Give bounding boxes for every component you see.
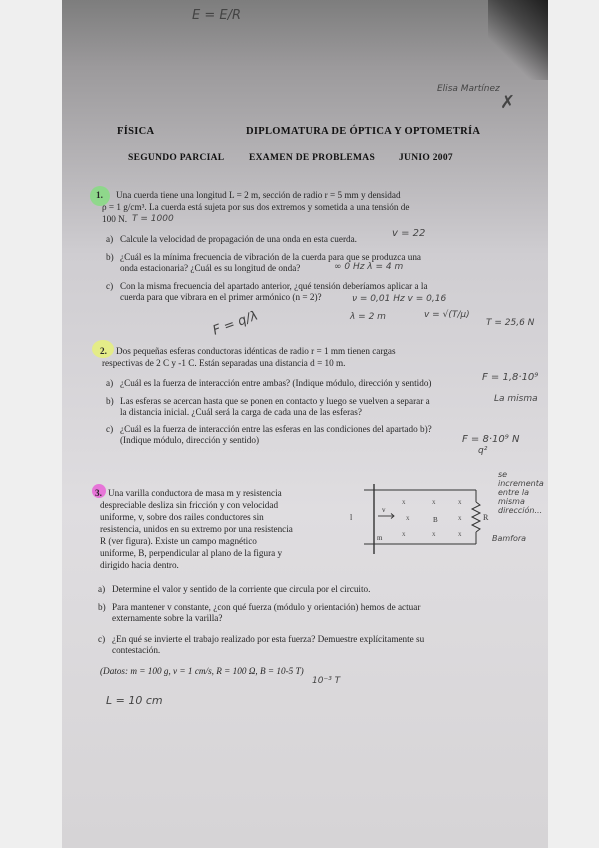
exam-label: SEGUNDO PARCIAL: [128, 153, 225, 163]
p2b-line-2: la distancia inicial. ¿Cuál será la carga de cada una de las esferas?: [120, 407, 362, 417]
field-cross: x: [402, 530, 406, 538]
p3b-line-2: externamente sobre la varilla?: [112, 613, 223, 623]
hand-q2a-answer: F = 1,8·10⁹: [482, 372, 539, 383]
p3-stem-line-6: uniforme, B, perpendicular al plano de la figura y: [100, 548, 283, 558]
p2b-label: b): [106, 396, 114, 406]
p1c-label: c): [106, 281, 114, 291]
p2-stem-line-2: respectivas de 2 C y -1 C. Están separadas una distancia d = 10 m.: [102, 358, 346, 368]
hand-q2c-denominator: q²: [478, 446, 488, 456]
p2c-line-1: ¿Cuál es la fuerza de interacción entre las esferas en las condiciones del apartado b)?: [120, 424, 432, 434]
field-cross: x: [406, 514, 410, 522]
resistor-zigzag: [472, 502, 480, 532]
field-cross: x: [432, 498, 436, 506]
p3-stem-line-5: R (ver figura). Existe un campo magnético: [100, 536, 257, 546]
p1a-line-1: Calcule la velocidad de propagación de una onda en esta cuerda.: [120, 234, 357, 244]
p1-stem-line-3: 100 N.: [102, 214, 128, 224]
p3c-line-1: ¿En qué se invierte el trabajo realizado por esta fuerza? Demuestre explícitamente su: [112, 634, 425, 644]
exam-sheet: [62, 0, 548, 848]
p3-stem-line-1: Una varilla conductora de masa m y resistencia: [108, 488, 282, 498]
p3-stem-line-3: uniforme, v, sobre dos railes conductores sin: [100, 512, 264, 522]
hand-q1c-lambda: λ = 2 m: [350, 312, 386, 322]
p3c-line-2: contestación.: [112, 645, 161, 655]
background-left: [0, 0, 62, 848]
p3a-line-1: Determine el valor y sentido de la corriente que circula por el circuito.: [112, 584, 371, 594]
p2c-label: c): [106, 424, 114, 434]
background-right: [548, 0, 599, 848]
field-cross: x: [432, 530, 436, 538]
p2a-line-1: ¿Cuál es la fuerza de interacción entre ambas? (Indique módulo, dirección y sentido): [120, 378, 432, 388]
hand-q1c-values: ν = 0,01 Hz v = 0,16: [352, 294, 447, 304]
hand-q1-tension: T = 1000: [132, 214, 174, 224]
p3c-label: c): [98, 634, 106, 644]
p3-number: 3.: [95, 488, 102, 498]
p1-stem-line-1: Una cuerda tiene una longitud L = 2 m, sección de radio r = 5 mm y densidad: [116, 190, 401, 200]
p2b-line-1: Las esferas se acercan hasta que se ponen en contacto y luego se vuelven a separar a: [120, 396, 430, 406]
hand-q3-B-note: 10⁻³ T: [312, 676, 341, 686]
exam-type-label: EXAMEN DE PROBLEMAS: [249, 153, 376, 163]
p1b-line-1: ¿Cuál es la mínima frecuencia de vibración de la cuerda para que se produzca una: [120, 252, 421, 262]
p1b-label: b): [106, 252, 114, 262]
p2-number: 2.: [100, 346, 107, 356]
p2-stem-line-1: Dos pequeñas esferas conductoras idénticas de radio r = 1 mm tienen cargas: [116, 346, 396, 356]
p1-number: 1.: [96, 190, 103, 200]
rail-circuit-figure: [344, 482, 504, 562]
p1a-label: a): [106, 234, 114, 244]
subject-label: FÍSICA: [117, 126, 155, 137]
p1b-line-2: onda estacionaria? ¿Cuál es su longitud de onda?: [120, 263, 301, 273]
hand-q3-label: Bamfora: [492, 534, 527, 543]
program-label: DIPLOMATURA DE ÓPTICA Y OPTOMETRÍA: [246, 126, 481, 137]
figure-label-R: R: [483, 513, 489, 522]
handwritten-top-formula: E = E/R: [192, 8, 241, 23]
figure-label-v: v: [382, 506, 386, 514]
hand-q1c-v: v = √(T/μ): [424, 310, 470, 320]
p3-stem-line-2: despreciable desliza sin fricción y con velocidad: [100, 500, 279, 510]
p3a-label: a): [98, 584, 106, 594]
grade-cross-mark: ✗: [500, 92, 516, 113]
field-cross: x: [402, 498, 406, 506]
p3-stem-line-4: resistencia, unidos en su extremo por una resistencia: [100, 524, 293, 534]
handwritten-name: Elisa Martínez: [437, 84, 500, 94]
p3-data-line: (Datos: m = 100 g, v = 1 cm/s, R = 100 Ω, B = 10-5 T): [100, 666, 304, 676]
hand-q1b-answer: ∞ 0 Hz λ = 4 m: [334, 262, 404, 272]
p1c-line-2: cuerda para que vibrara en el primer armónico (n = 2)?: [120, 292, 322, 302]
p1c-line-1: Con la misma frecuencia del apartado anterior, ¿qué tensión deberíamos aplicar a la: [120, 281, 428, 291]
field-cross: x: [458, 498, 462, 506]
p3b-label: b): [98, 602, 106, 612]
exam-date-label: JUNIO 2007: [399, 153, 453, 163]
p3b-line-1: Para mantener v constante, ¿con qué fuerza (módulo y orientación) hemos de actuar: [112, 602, 421, 612]
figure-label-B: B: [433, 516, 438, 524]
hand-q3-side-note: se incrementa entre la misma dirección...: [498, 470, 544, 515]
field-cross: x: [458, 514, 462, 522]
p2c-line-2: (Indique módulo, dirección y sentido): [120, 435, 260, 445]
p3-stem-line-7: dirigido hacia dentro.: [100, 560, 179, 570]
p1-stem-line-2: ρ = 1 g/cm³. La cuerda está sujeta por sus dos extremos y sometida a una tensión de: [102, 202, 410, 212]
hand-q1-side: F = q/λ: [210, 308, 261, 339]
corner-shadow: [488, 0, 548, 80]
figure-label-l: l: [350, 513, 353, 522]
hand-q1a-answer: v = 22: [392, 228, 426, 239]
figure-label-m: m: [377, 534, 383, 542]
p2a-label: a): [106, 378, 114, 388]
field-cross: x: [458, 530, 462, 538]
hand-q2b-answer: La misma: [494, 394, 538, 404]
hand-q1c-T: T = 25,6 N: [486, 318, 535, 328]
hand-q3-L: L = 10 cm: [106, 694, 163, 707]
hand-q2c-answer: F = 8·10⁹ N: [462, 434, 520, 445]
